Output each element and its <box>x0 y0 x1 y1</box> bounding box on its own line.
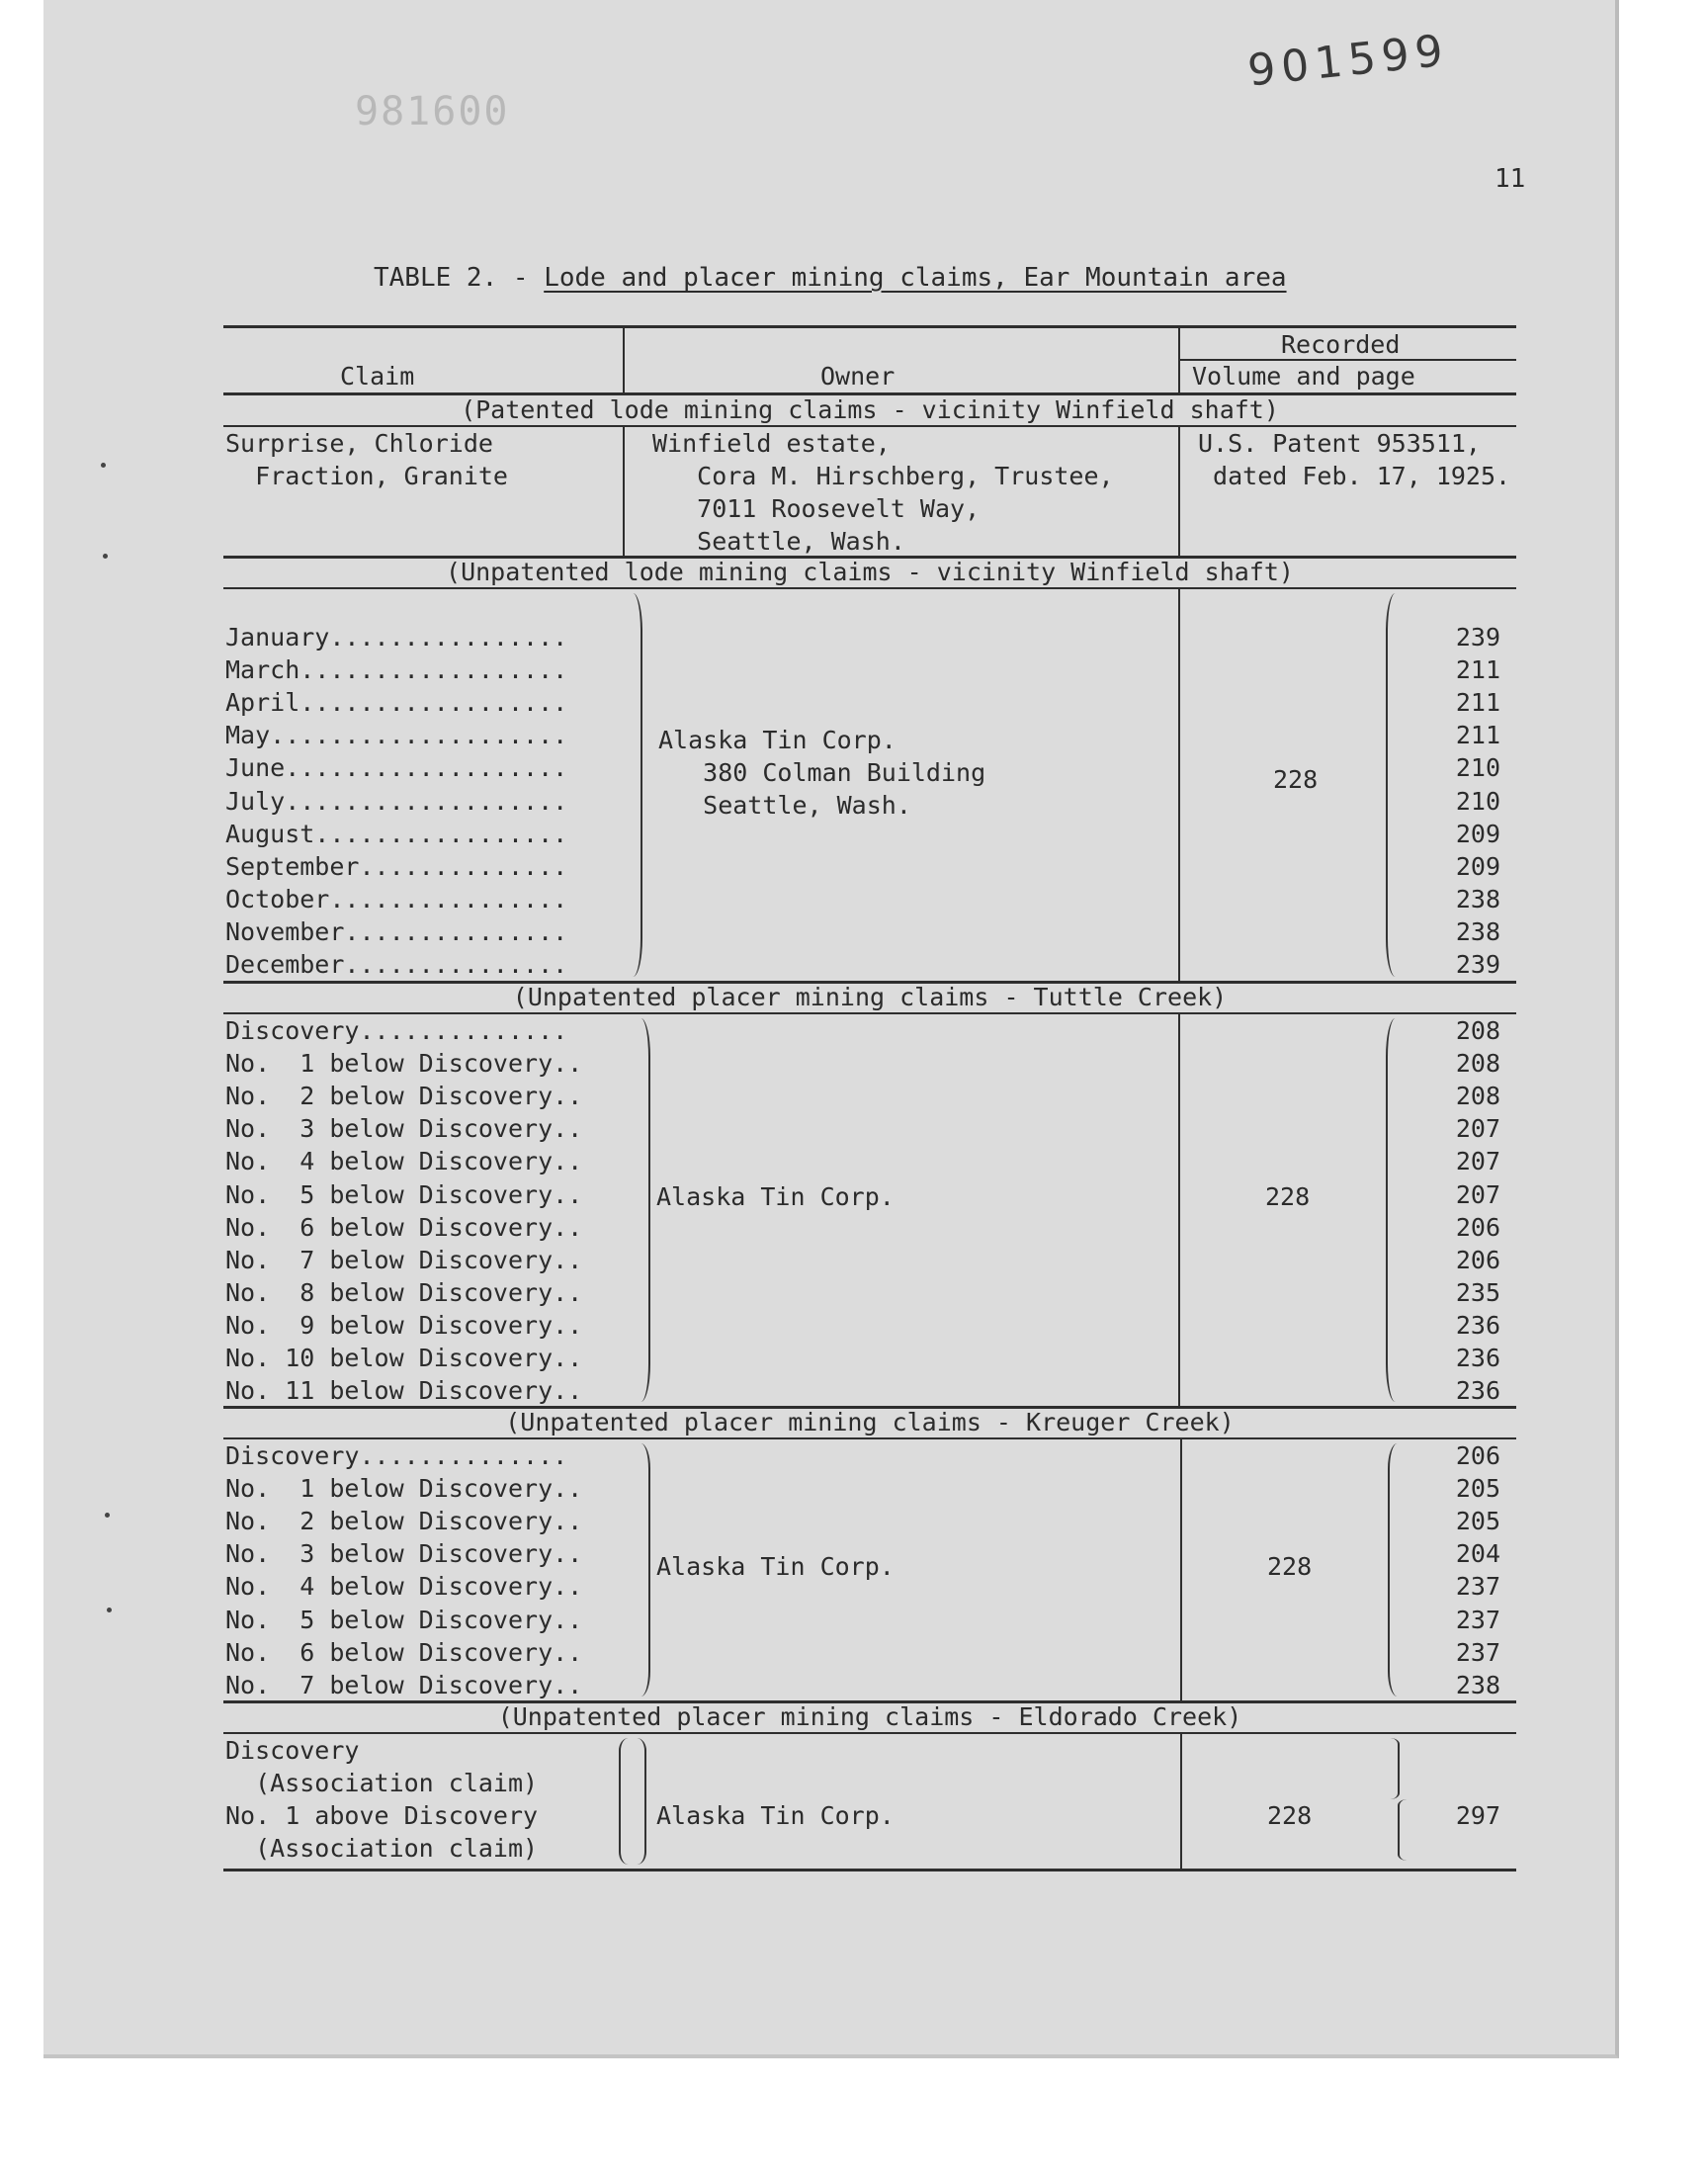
tuttle-page-cell: 208 <box>1455 1016 1500 1045</box>
lode-page-cell: 211 <box>1455 721 1500 750</box>
tuttle-claim-row: No. 4 below Discovery.. <box>225 1147 583 1176</box>
title-prefix: TABLE 2. - <box>374 263 545 293</box>
kreuger-page-cell: 237 <box>1455 1605 1500 1634</box>
tuttle-page-cell: 206 <box>1455 1245 1500 1274</box>
kreuger-claim-row: No. 3 below Discovery.. <box>225 1539 583 1569</box>
tuttle-page-cell: 207 <box>1455 1147 1500 1176</box>
rule-bottom <box>223 1869 1516 1871</box>
brace-left <box>635 1018 650 1402</box>
tuttle-page-cell: 208 <box>1455 1082 1500 1111</box>
tuttle-claim-row: No. 1 below Discovery.. <box>225 1049 583 1079</box>
tuttle-claim-row: No. 2 below Discovery.. <box>225 1082 583 1111</box>
eldorado-owner: Alaska Tin Corp. <box>656 1801 895 1830</box>
kreuger-claim-row: No. 1 below Discovery.. <box>225 1474 583 1504</box>
tuttle-claim-row: No. 7 below Discovery.. <box>225 1245 583 1274</box>
brace-right <box>1386 1018 1402 1402</box>
patented-recorded-line: dated Feb. 17, 1925. <box>1198 462 1511 490</box>
document-page <box>43 0 1619 2058</box>
tuttle-volume: 228 <box>1265 1182 1311 1211</box>
section-heading-tuttle: (Unpatented placer mining claims - Tuttle Creek) <box>512 983 1228 1011</box>
lode-page-cell: 210 <box>1455 786 1500 816</box>
lode-owner-line: Seattle, Wash. <box>658 791 911 820</box>
section-heading-unpatented-lode: (Unpatented lode mining claims - vicinity Winfield shaft) <box>446 558 1294 586</box>
table-title <box>374 262 1287 295</box>
tuttle-owner: Alaska Tin Corp. <box>656 1182 895 1211</box>
col-divider <box>623 426 625 557</box>
tuttle-claim-row: No. 3 below Discovery.. <box>225 1114 583 1144</box>
lode-claim-row: November............... <box>225 916 568 946</box>
lode-page-cell: 238 <box>1455 916 1500 946</box>
tuttle-page-cell: 207 <box>1455 1114 1500 1144</box>
kreuger-page-cell: 238 <box>1455 1670 1500 1699</box>
eldorado-claim-line: (Association claim) <box>225 1834 539 1863</box>
lode-claim-row: May.................... <box>225 721 568 750</box>
lode-page-cell: 211 <box>1455 655 1500 685</box>
tuttle-claim-row: No. 6 below Discovery.. <box>225 1212 583 1242</box>
kreuger-page-cell: 204 <box>1455 1539 1500 1569</box>
tuttle-page-cell: 235 <box>1455 1277 1500 1307</box>
tuttle-page-cell: 206 <box>1455 1212 1500 1242</box>
eldorado-page: 297 <box>1455 1801 1500 1830</box>
page-number: 11 <box>1494 164 1526 194</box>
patented-recorded-line: U.S. Patent 953511, <box>1198 429 1481 458</box>
patented-claim-line: Surprise, Chloride <box>225 429 493 458</box>
patented-owner-line: Seattle, Wash. <box>652 527 905 556</box>
col-divider <box>1178 326 1180 393</box>
eldorado-claim-line: Discovery <box>225 1736 360 1765</box>
kreuger-page-cell: 237 <box>1455 1572 1500 1602</box>
brace-left <box>627 593 642 977</box>
lode-claim-row: March.................. <box>225 655 568 685</box>
lode-claim-row: October................ <box>225 884 568 914</box>
lode-owner-line: Alaska Tin Corp. <box>658 726 897 754</box>
tuttle-claim-row: No. 9 below Discovery.. <box>225 1310 583 1340</box>
tuttle-claim-row: No. 8 below Discovery.. <box>225 1277 583 1307</box>
patented-owner-line: 7011 Roosevelt Way, <box>652 494 981 523</box>
brace-left <box>631 1738 646 1865</box>
brace-right <box>1386 593 1402 977</box>
tuttle-page-cell: 236 <box>1455 1376 1500 1406</box>
patented-claim-line: Fraction, Granite <box>225 462 508 490</box>
brace-right <box>1384 1738 1400 1799</box>
tuttle-claim-row: No. 10 below Discovery.. <box>225 1344 583 1372</box>
header-claim: Claim <box>340 362 415 391</box>
patented-owner-line: Winfield estate, <box>652 429 891 458</box>
lode-claim-row: July................... <box>225 786 568 816</box>
section-heading-eldorado: (Unpatented placer mining claims - Eldorado Creek) <box>497 1702 1242 1731</box>
header-owner: Owner <box>820 362 896 391</box>
title-underlined: Lode and placer mining claims, Ear Mountain area <box>544 263 1287 293</box>
lode-owner-line: 380 Colman Building <box>658 758 986 787</box>
col-divider <box>623 326 625 393</box>
lode-claim-row: April.................. <box>225 688 568 718</box>
eldorado-volume: 228 <box>1267 1801 1313 1830</box>
patented-owner-line: Cora M. Hirschberg, Trustee, <box>652 462 1114 490</box>
lode-page-cell: 209 <box>1455 819 1500 848</box>
kreuger-volume: 228 <box>1267 1552 1313 1581</box>
section-heading-kreuger: (Unpatented placer mining claims - Kreuger Creek) <box>505 1408 1235 1436</box>
lode-claim-row: August................. <box>225 819 568 848</box>
brace-right <box>1388 1443 1404 1696</box>
lode-page-cell: 238 <box>1455 884 1500 914</box>
tuttle-page-cell: 236 <box>1455 1344 1500 1372</box>
lode-page-cell: 239 <box>1455 950 1500 979</box>
lode-volume: 228 <box>1273 765 1319 794</box>
kreuger-owner: Alaska Tin Corp. <box>656 1552 895 1581</box>
margin-mark <box>107 1608 112 1612</box>
margin-mark <box>101 463 106 468</box>
handwritten-number: 901599 <box>1244 25 1452 97</box>
kreuger-page-cell: 237 <box>1455 1637 1500 1667</box>
claims-table <box>223 322 1516 1872</box>
tuttle-page-cell: 208 <box>1455 1049 1500 1079</box>
eldorado-claim-line: No. 1 above Discovery <box>225 1801 539 1830</box>
col-divider <box>1178 1013 1180 1407</box>
header-volume-page: Volume and page <box>1192 362 1415 391</box>
tuttle-page-cell: 207 <box>1455 1179 1500 1209</box>
brace-left <box>635 1443 650 1696</box>
faded-stamp-number: 981600 <box>355 89 510 134</box>
lode-page-cell: 210 <box>1455 753 1500 783</box>
lode-page-cell: 211 <box>1455 688 1500 718</box>
kreuger-page-cell: 205 <box>1455 1507 1500 1536</box>
margin-mark <box>103 554 108 559</box>
lode-claim-row: September.............. <box>225 851 568 881</box>
kreuger-page-cell: 205 <box>1455 1474 1500 1504</box>
kreuger-claim-row: No. 2 below Discovery.. <box>225 1507 583 1536</box>
brace-right <box>1398 1799 1413 1861</box>
tuttle-claim-row: No. 11 below Discovery.. <box>225 1376 583 1406</box>
kreuger-claim-row: No. 4 below Discovery.. <box>225 1572 583 1602</box>
margin-mark <box>105 1513 110 1518</box>
tuttle-page-cell: 236 <box>1455 1310 1500 1340</box>
lode-claim-row: June................... <box>225 753 568 783</box>
kreuger-claim-row: No. 5 below Discovery.. <box>225 1605 583 1634</box>
col-divider <box>1178 426 1180 557</box>
section-heading-patented: (Patented lode mining claims - vicinity Winfield shaft) <box>461 395 1279 424</box>
lode-claim-row: December............... <box>225 950 568 979</box>
lode-page-cell: 209 <box>1455 851 1500 881</box>
col-divider <box>1178 588 1180 982</box>
eldorado-claim-line: (Association claim) <box>225 1769 539 1797</box>
tuttle-claim-row: No. 5 below Discovery.. <box>225 1179 583 1209</box>
kreuger-page-cell: 206 <box>1455 1441 1500 1470</box>
col-divider <box>1180 1438 1182 1701</box>
tuttle-claim-row: Discovery.............. <box>225 1016 568 1045</box>
kreuger-claim-row: No. 7 below Discovery.. <box>225 1670 583 1699</box>
lode-claim-row: January................ <box>225 623 568 652</box>
lode-page-cell: 239 <box>1455 623 1500 652</box>
col-divider <box>1180 1733 1182 1870</box>
kreuger-claim-row: No. 6 below Discovery.. <box>225 1637 583 1667</box>
header-recorded: Recorded <box>1281 330 1401 359</box>
kreuger-claim-row: Discovery.............. <box>225 1441 568 1470</box>
